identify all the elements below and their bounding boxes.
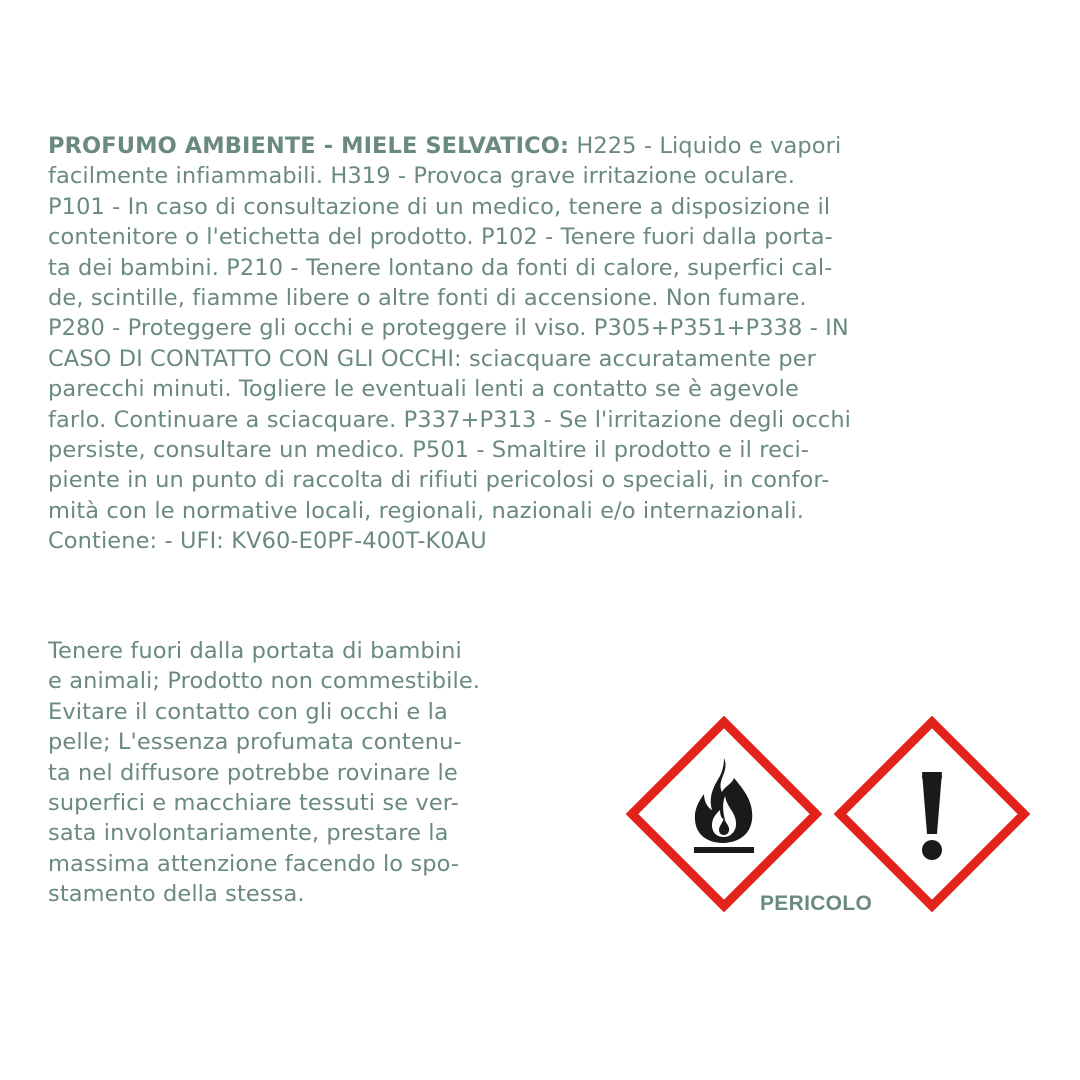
safety-statement-line: de, scintille, fiamme libere o altre fonti di accensione. Non fumare. [48, 285, 807, 312]
safety-statement-line: P280 - Proteggere gli occhi e proteggere il viso. P305+P351+P338 - IN [48, 315, 849, 342]
usage-notice-line: pelle; L'essenza profumata contenu- [48, 729, 462, 756]
safety-statement-line: mità con le normative locali, regionali, nazionali e/o internazionali. [48, 497, 804, 524]
safety-statement-line: facilmente infiammabili. H319 - Provoca grave irritazione oculare. [48, 163, 795, 190]
safety-statement-line: farlo. Continuare a sciacquare. P337+P313 - Se l'irritazione degli occhi [48, 406, 852, 433]
usage-notice-line: massima attenzione facendo lo spo- [48, 850, 460, 877]
exclamation-mark-icon [834, 716, 1030, 912]
safety-statement-line-1: PROFUMO AMBIENTE - MIELE SELVATICO: H225 - Liquido e vapori [48, 133, 842, 159]
safety-statement-line: CASO DI CONTATTO CON GLI OCCHI: sciacquare accuratamente per [48, 345, 817, 372]
usage-notice-line: sata involontariamente, prestare la [48, 820, 449, 847]
usage-notice-line: ta nel diffusore potrebbe rovinare le [48, 759, 458, 786]
usage-notice-line: e animali; Prodotto non commestibile. [48, 668, 481, 695]
safety-statement-line: parecchi minuti. Togliere le eventuali lenti a contatto se è agevole [48, 376, 799, 403]
safety-statement-line: contenitore o l'etichetta del prodotto. P102 - Tenere fuori dalla porta- [48, 224, 833, 251]
hazard-pictograms [626, 716, 1030, 916]
safety-statement-line: ta dei bambini. P210 - Tenere lontano da fonti di calore, superfici cal- [48, 254, 833, 281]
usage-notice-line: stamento della stessa. [48, 881, 305, 908]
usage-notice-line: Evitare il contatto con gli occhi e la [48, 698, 448, 725]
safety-statement-line: piente in un punto di raccolta di rifiuti pericolosi o speciali, in confor- [48, 467, 830, 494]
safety-statement-line: persiste, consultare un medico. P501 - Smaltire il prodotto e il reci- [48, 437, 810, 464]
safety-statement-line: P101 - In caso di consultazione di un medico, tenere a disposizione il [48, 193, 831, 220]
ufi-code-line: Contiene: - UFI: KV60-E0PF-400T-K0AU [48, 528, 487, 555]
flame-icon [626, 716, 822, 912]
usage-notice-line: Tenere fuori dalla portata di bambini [48, 638, 462, 664]
product-heading: PROFUMO AMBIENTE - MIELE SELVATICO: [48, 133, 570, 159]
usage-notice-line: superfici e macchiare tessuti se ver- [48, 790, 459, 817]
safety-statement [48, 131, 1038, 557]
usage-notice [48, 636, 608, 910]
signal-word: PERICOLO [760, 892, 873, 915]
